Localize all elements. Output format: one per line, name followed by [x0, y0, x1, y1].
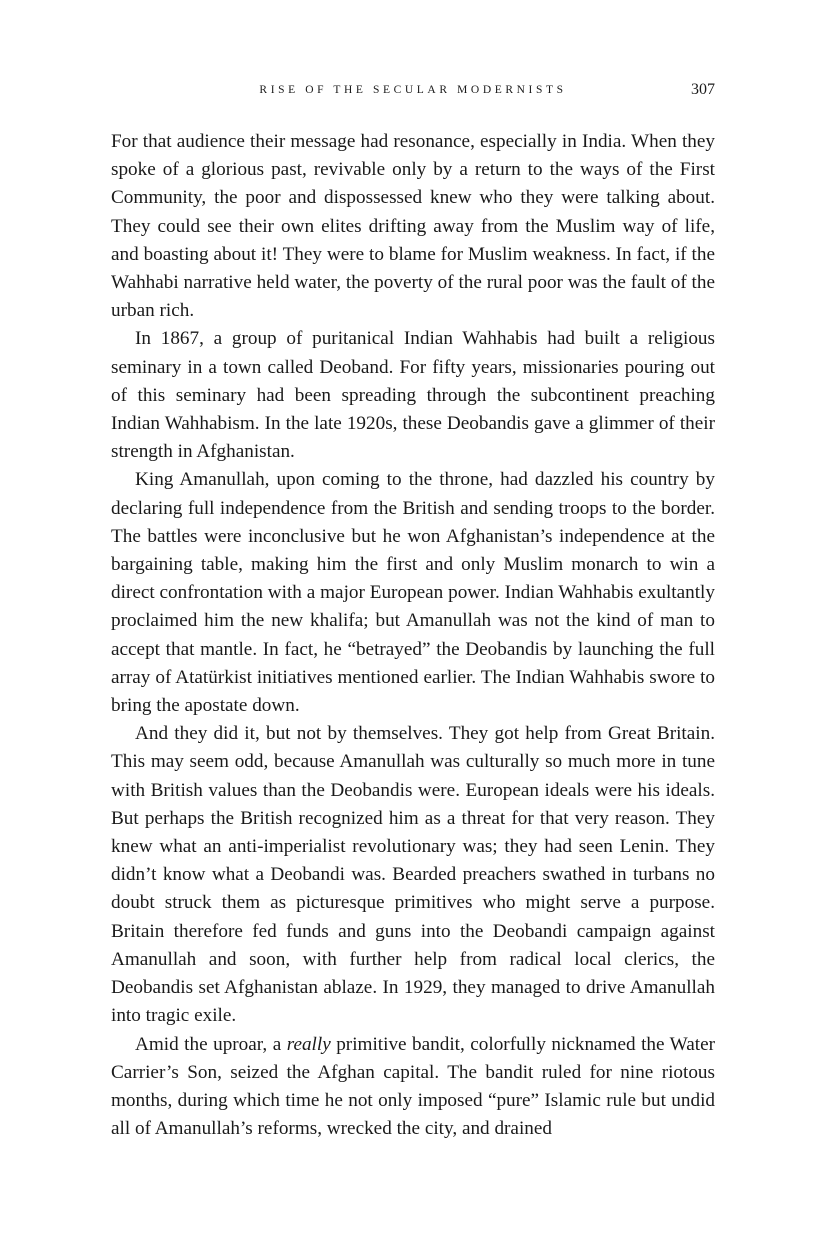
paragraph-5	[111, 1031, 715, 1144]
paragraph-1: For that audience their message had resonance, especially in India. When they spoke of a glorious past, revivable only by a return to the ways of the First Community, the poor and dispossessed knew who they were talking about. They could see their own elites drifting away from the Muslim way of life, and boasting about it! They were to blame for Muslim weakness. In fact, if the Wahhabi narrative held water, the poverty of the rural poor was the fault of the urban rich.	[111, 131, 715, 322]
paragraph-5-lead: Amid the uproar, a	[135, 1033, 287, 1055]
running-title: RISE OF THE SECULAR MODERNISTS	[259, 84, 567, 96]
emphasis-really: really	[286, 1033, 331, 1055]
page-number: 307	[691, 81, 715, 98]
paragraph-3: King Amanullah, upon coming to the throne, had dazzled his country by declaring full independence from the British and sending troops to the border. The battles were inconclusive but he won Afghanistan’s independence at the bargaining table, making him the first and only Muslim monarch to win a direct confrontation with a major European power. Indian Wahhabis exultantly proclaimed him the new khalifa; but Amanullah was not the kind of man to accept that mantle. In fact, he “betrayed” the Deobandis by launching the full array of Atatürkist initiatives mentioned earlier. The Indian Wahhabis swore to bring the apostate down.	[111, 469, 715, 717]
paragraph-2: In 1867, a group of puritanical Indian Wahhabis had built a religious seminary in a town called Deoband. For fifty years, missionaries pouring out of this seminary had been spreading through the subcontinent preaching Indian Wahhabism. In the late 1920s, these Deobandis gave a glimmer of their strength in Afghanistan.	[111, 328, 715, 463]
paragraph-4: And they did it, but not by themselves. They got help from Great Britain. This may seem odd, because Amanullah was culturally so much more in tune with British values than the Deobandis were. European ideals were his ideals. But perhaps the British recognized him as a threat for that very reason. They knew what an anti-imperialist revolutionary was; they had seen Lenin. They didn’t know what a Deobandi was. Bearded preachers swathed in turbans no doubt struck them as picturesque primitives who might serve a purpose. Britain therefore fed funds and guns into the Deobandi campaign against Amanullah and soon, with further help from radical local clerics, the Deobandis set Afghanistan ablaze. In 1929, they managed to drive Amanullah into tragic exile.	[111, 723, 715, 1027]
running-head	[111, 80, 715, 100]
body-text	[111, 128, 715, 1143]
paragraph-5-rest: primitive bandit, colorfully nicknamed the Water Carrier’s Son, seized the Afghan capital. The bandit ruled for nine riotous months, during which time he not only imposed “pure” Islamic rule but undid all of Amanullah’s reforms, wrecked the city, and drained	[111, 1033, 715, 1140]
